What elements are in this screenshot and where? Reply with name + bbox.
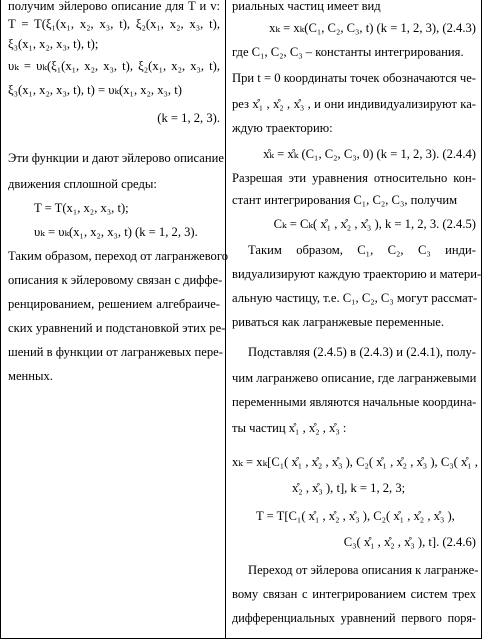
text-line: Таким образом, переход от лагранжевого	[8, 249, 228, 263]
text-line: альную частицу, т.е. C₁, C₂, C₃ могут рассмат-	[232, 291, 478, 305]
text-line: переменными являются начальные координа-	[232, 395, 477, 409]
equation-2-4-3: xₖ = xₖ(C₁, C₂, C₃, t) (k = 1, 2, 3), (2.4.3)	[269, 21, 476, 35]
text-line: чим лагранжево описание, где лагранжевыми	[232, 371, 477, 385]
text-line: движения сплошной среды:	[8, 177, 157, 191]
text-line: Разрешая эти уравнения относительно кон-	[232, 171, 476, 185]
text-line: менных.	[8, 369, 53, 383]
formula-line: ξ₃(x₁, x₂, x₃, t), t);	[8, 37, 99, 51]
equation-2-4-5: Cₖ = Cₖ( x̊₁ , x̊₂ , x̊₃ ), k = 1, 2, 3. (2.4.5)	[273, 217, 476, 231]
text-line: шений в функции от лагранжевых пере-	[8, 345, 223, 359]
text-line: ты частиц x̊₁ , x̊₂ , x̊₃ :	[232, 421, 347, 435]
text-line: видуализируют каждую траекторию и матери-	[232, 267, 482, 281]
formula-line: T = T(ξ₁(x₁, x₂, x₃, t), ξ₂(x₁, x₂, x₃, t),	[8, 17, 220, 31]
text-line: описания к эйлеровому связан с диффе-	[8, 273, 223, 287]
text-line: ских уравнений и подстановкой этих ре-	[8, 321, 226, 335]
formula-line: (k = 1, 2, 3).	[157, 111, 220, 125]
equation-2-4-6-line-4: C₃( x̊₁ , x̊₂ , x̊₃ ), t]. (2.4.6)	[343, 535, 476, 549]
equation-2-4-6-line-1: xₖ = xₖ[C₁( x̊₁ , x̊₂ , x̊₃ ), C₂( x̊₁ , x̊₂ , x̊₃ ), C₃( x̊₁ ,	[232, 455, 478, 469]
text-line: дифференциальных уравнений первого поря-	[232, 611, 476, 625]
text-line: Таким образом, C₁, C₂, C₃ инди-	[248, 243, 476, 257]
text-line: рез x̊₁ , x̊₂ , x̊₃ , и они индивидуализируют ка-	[232, 97, 476, 111]
text-line: риваться как лагранжевые переменные.	[232, 315, 445, 329]
formula-line: T = T(x₁, x₂, x₃, t);	[34, 201, 129, 215]
equation-2-4-6-line-3: T = T[C₁( x̊₁ , x̊₂ , x̊₃ ), C₂( x̊₁ , x̊₂ , x̊₃ ),	[256, 509, 455, 523]
text-line: ждую траекторию:	[232, 121, 333, 135]
text-line: получим эйлерово описание для T и v:	[8, 0, 220, 13]
table-border-middle	[225, 0, 226, 638]
text-line: ренцированием, решением алгебраиче-	[8, 297, 220, 311]
equation-2-4-6-line-2: x̊₂ , x̊₃ ), t], k = 1, 2, 3;	[292, 481, 406, 495]
text-line: Подставляя (2.4.5) в (2.4.3) и (2.4.1), полу-	[248, 345, 476, 359]
text-line: Переход от эйлерова описания к лагранже-	[248, 563, 479, 577]
text-line: где C₁, C₂, C₃ – константы интегрирования.	[232, 45, 464, 59]
text-line: вому связан с интегрированием систем трех	[232, 587, 476, 601]
formula-line: ξ₃(x₁, x₂, x₃, t), t) = υₖ(x₁, x₂, x₃, t)	[8, 83, 182, 97]
formula-line: υₖ = υₖ(ξ₁(x₁, x₂, x₃, t), ξ₂(x₁, x₂, x₃, t),	[8, 59, 220, 73]
text-line: риальных частиц имеет вид	[232, 0, 381, 13]
table-border-bottom	[0, 638, 482, 639]
text-line: стант интегрирования C₁, C₂, C₃, получим	[232, 193, 458, 207]
text-line: При t = 0 координаты точек обозначаются че-	[232, 71, 476, 85]
table-border-left	[0, 0, 1, 638]
formula-line: υₖ = υₖ(x₁, x₂, x₃, t) (k = 1, 2, 3).	[34, 225, 198, 239]
equation-2-4-4: x̊ₖ = x̊ₖ (C₁, C₂, C₃, 0) (k = 1, 2, 3). (2.4.4)	[263, 147, 476, 161]
text-line: Эти функции и дают эйлерово описание	[8, 151, 224, 165]
